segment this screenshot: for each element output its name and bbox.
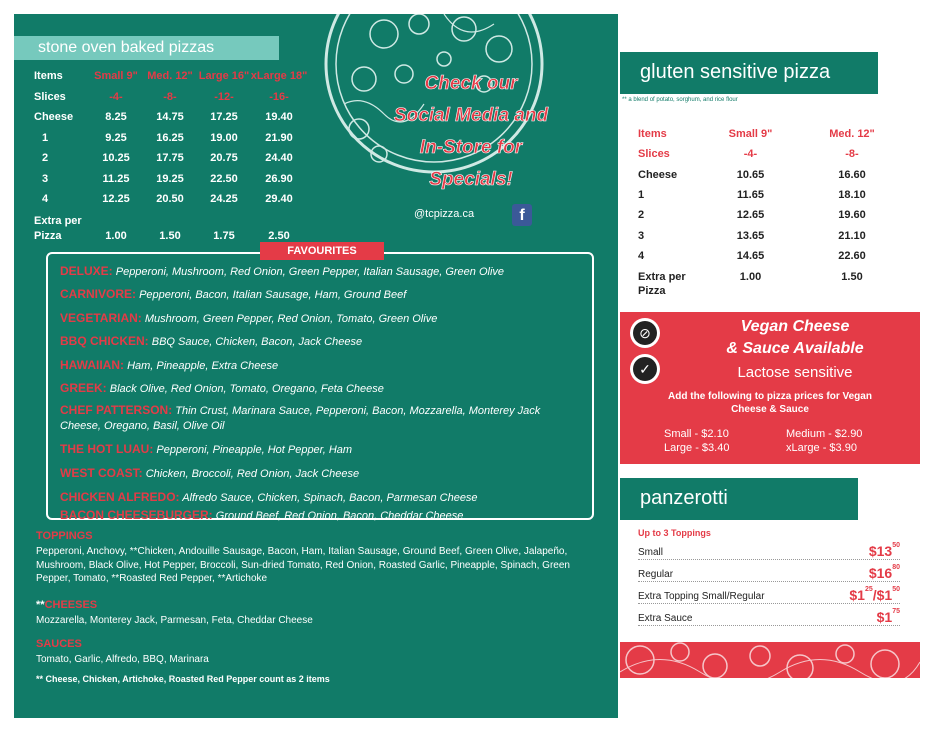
price-cell: 10.65 [736, 168, 765, 181]
pizza-desc: BBQ Sauce, Chicken, Bacon, Jack Cheese [151, 336, 363, 348]
vegan-add-text: Add the following to pizza prices for Vegan Cheese & Sauce [668, 391, 872, 415]
pizza-name: WEST COAST: [60, 466, 143, 480]
vegan-price-small: Small - $2.10 [664, 428, 729, 440]
cheeses-heading-text: CHEESES [44, 599, 98, 611]
item-price [866, 543, 900, 559]
row-label: 4 [638, 249, 645, 262]
price-dollars: $1 [876, 609, 893, 625]
price-cell: 16.25 [156, 131, 184, 144]
footnote: ** Cheese, Chicken, Artichoke, Roasted Red Pepper count as 2 items [36, 674, 330, 684]
pizza-name: VEGETARIAN: [60, 311, 142, 325]
price-cell: 19.40 [265, 111, 293, 124]
lactose-label: Lactose sensitive [737, 364, 853, 381]
extra-row [638, 266, 911, 300]
header-small: Small 9" [94, 70, 138, 83]
list-item [60, 508, 580, 523]
price-cell: 20.75 [210, 152, 238, 165]
slices-medium: -8- [163, 90, 177, 103]
table-header-row [638, 124, 911, 144]
list-item [638, 542, 900, 560]
price-cell: 13.65 [736, 229, 765, 242]
price-cell: 19.00 [210, 131, 238, 144]
price-cell: 26.90 [265, 172, 293, 185]
row-label: 2 [638, 209, 645, 222]
slices-small: -4- [743, 148, 758, 161]
vegan-leaf-icon: ✓ [630, 354, 660, 384]
extra-label: Extra per Pizza [638, 271, 686, 298]
pizza-name: THE HOT LUAU: [60, 442, 154, 456]
promo-line: In-Store for [419, 137, 523, 158]
price-cell: 2.50 [268, 229, 290, 242]
list-item [638, 586, 900, 604]
table-header-row [34, 66, 308, 87]
price-cell: 10.25 [102, 152, 130, 165]
price-cell: 24.25 [210, 193, 238, 206]
specials-promo [376, 68, 566, 196]
list-item [60, 287, 580, 302]
pizza-desc: Thin Crust, Marinara Sauce, Pepperoni, Bacon, Mozzarella, Monterey Jack Cheese, Oregano, Basil, Olive Oil [60, 405, 541, 432]
vegan-heading: Vegan Cheese [740, 318, 850, 335]
item-price [874, 609, 900, 625]
row-label: Cheese [34, 111, 74, 124]
pizza-desc: Pepperoni, Mushroom, Red Onion, Green Pepper, Italian Sausage, Green Olive [115, 266, 505, 278]
list-item [60, 466, 580, 481]
table-row [34, 189, 308, 210]
pizza-name: CARNIVORE: [60, 287, 137, 301]
price-cell: 1.50 [159, 229, 181, 242]
header-xlarge: xLarge 18" [250, 70, 308, 83]
sauces-heading: SAUCES [36, 638, 82, 650]
vegan-price-medium: Medium - $2.90 [786, 428, 863, 440]
price-cell: 29.40 [265, 193, 293, 206]
extra-row [34, 210, 308, 244]
pizza-desc: Ground Beef, Red Onion, Bacon, Cheddar Cheese [215, 510, 464, 522]
price-cents: 50 [892, 542, 900, 549]
header-large: Large 16" [198, 70, 250, 83]
price-cell: 1.00 [105, 229, 127, 242]
promo-line: Specials! [429, 169, 513, 190]
pizza-desc: Ham, Pineapple, Extra Cheese [127, 360, 279, 372]
table-row [34, 148, 308, 169]
slices-medium: -8- [845, 148, 859, 161]
toppings-heading: TOPPINGS [36, 530, 93, 542]
list-item [60, 358, 580, 373]
header-items: Items [638, 128, 667, 141]
item-label: Small [638, 547, 666, 558]
row-label: 3 [638, 229, 645, 242]
pizza-desc: Pepperoni, Bacon, Italian Sausage, Ham, Ground Beef [139, 289, 407, 301]
price-cell: 21.10 [838, 229, 866, 242]
facebook-icon[interactable]: f [512, 204, 532, 226]
favourites-title: FAVOURITES [260, 242, 384, 260]
slices-row [638, 144, 911, 164]
slices-large: -12- [214, 90, 234, 103]
header-small: Small 9" [728, 128, 773, 141]
price-cents: 75 [892, 608, 900, 615]
pizza-desc: Mushroom, Green Pepper, Red Onion, Tomato, Green Olive [144, 313, 438, 325]
list-item [638, 564, 900, 582]
row-label: Cheese [638, 168, 678, 181]
price-cell: 12.65 [736, 209, 765, 222]
slices-label: Slices [34, 90, 66, 103]
price-cents: 25 [864, 586, 873, 593]
table-row [638, 246, 911, 266]
pizza-desc: Pepperoni, Pineapple, Hot Pepper, Ham [156, 444, 353, 456]
vegan-panel [620, 312, 920, 464]
vegan-price-large: Large - $3.40 [664, 442, 730, 454]
table-row [34, 128, 308, 149]
table-row [638, 185, 911, 205]
list-item [60, 311, 580, 326]
row-label: 3 [42, 172, 49, 185]
promo-line: Social Media and [393, 105, 549, 126]
price-cell: 17.25 [210, 111, 238, 124]
item-label: Extra Topping Small/Regular [638, 591, 768, 602]
toppings-list: Pepperoni, Anchovy, **Chicken, Andouille Sausage, Bacon, Ham, Italian Sausage, Ground Beef, Green Olive, Jalapeño, Mushroom, Black Olive, Hot Pepper, Broccoli, Sun-dried Tomato, Red Onion, Roasted Garlic, Pineapple, Spinach, Green Pepper, Tomato, **Roasted Red Pepper, **Artichoke [36, 546, 570, 584]
stone-oven-price-table [34, 66, 308, 244]
price-cell: 1.50 [841, 271, 863, 284]
pizza-desc: Alfredo Sauce, Chicken, Spinach, Bacon, Parmesan Cheese [182, 492, 478, 504]
promo-line: Check our [424, 73, 518, 94]
extra-label: Extra per Pizza [34, 214, 82, 242]
gluten-price-table [638, 124, 911, 300]
price-cell: 14.75 [156, 111, 184, 124]
gluten-note: ** a blend of potato, sorghum, and rice flour [622, 97, 738, 103]
cheeses-prefix: ** [36, 599, 45, 611]
row-label: 1 [42, 131, 49, 144]
list-item [638, 608, 900, 626]
price-dollars: $16 [868, 565, 893, 581]
price-sep: /$1 [872, 587, 893, 603]
table-row [638, 205, 911, 225]
row-label: 2 [42, 152, 49, 165]
table-row [638, 225, 911, 245]
slices-row [34, 87, 308, 108]
pizza-name: BACON CHEESEBURGER: [60, 508, 213, 522]
price-cell: 20.50 [156, 193, 184, 206]
header-medium: Med. 12" [147, 70, 193, 83]
price-cents: 50 [892, 586, 900, 593]
price-cell: 22.50 [210, 172, 238, 185]
sauces-list: Tomato, Garlic, Alfredo, BBQ, Marinara [36, 654, 209, 665]
pizza-name: CHEF PATTERSON: [60, 403, 173, 417]
row-label: 1 [638, 189, 645, 202]
cheeses-list: Mozzarella, Monterey Jack, Parmesan, Feta, Cheddar Cheese [36, 615, 313, 626]
gluten-title: gluten sensitive pizza [620, 52, 878, 94]
pizza-desc: Chicken, Broccoli, Red Onion, Jack Cheese [145, 468, 360, 480]
table-row [34, 169, 308, 190]
pizza-name: HAWAIIAN: [60, 358, 124, 372]
price-cell: 12.25 [102, 193, 130, 206]
cheeses-heading [36, 599, 97, 611]
slices-xlarge: -16- [269, 90, 289, 103]
price-cell: 14.65 [736, 249, 765, 262]
slices-label: Slices [638, 148, 670, 161]
panzerotti-subtitle: Up to 3 Toppings [638, 528, 711, 538]
item-label: Extra Sauce [638, 613, 695, 624]
item-price [866, 565, 900, 581]
table-row [638, 165, 911, 185]
vegan-price-xlarge: xLarge - $3.90 [786, 442, 857, 454]
price-cell: 16.60 [838, 168, 866, 181]
pizza-name: CHICKEN ALFREDO: [60, 490, 180, 504]
price-cell: 19.25 [156, 172, 184, 185]
price-cell: 1.75 [213, 229, 235, 242]
price-cell: 24.40 [265, 152, 293, 165]
price-cell: 19.60 [838, 209, 866, 222]
no-dairy-icon: ⊘ [630, 318, 660, 348]
price-cell: 1.00 [739, 271, 762, 284]
price-cents: 80 [892, 564, 900, 571]
row-label: 4 [42, 193, 49, 206]
price-cell: 11.65 [737, 189, 764, 202]
table-row [34, 107, 308, 128]
pizza-desc: Black Olive, Red Onion, Tomato, Oregano, Feta Cheese [109, 383, 384, 395]
social-handle[interactable]: @tcpizza.ca [414, 208, 475, 220]
price-cell: 21.90 [265, 131, 293, 144]
vegan-subheading: & Sauce Available [726, 340, 864, 357]
pizza-name: BBQ CHICKEN: [60, 334, 149, 348]
decorative-pattern [620, 642, 920, 678]
header-medium: Med. 12" [829, 128, 875, 141]
list-item [60, 403, 580, 434]
price-cell: 18.10 [838, 189, 866, 202]
price-cell: 11.25 [102, 172, 130, 185]
price-cell: 17.75 [156, 152, 184, 165]
price-cell: 9.25 [105, 131, 127, 144]
list-item [60, 490, 580, 505]
slices-small: -4- [109, 90, 123, 103]
list-item [60, 442, 580, 457]
list-item [60, 264, 580, 279]
panzerotti-title: panzerotti [620, 478, 858, 520]
item-label: Regular [638, 569, 676, 580]
pizza-name: DELUXE: [60, 264, 113, 278]
stone-oven-panel [14, 14, 618, 718]
header-items: Items [34, 70, 63, 83]
stone-oven-title: stone oven baked pizzas [14, 36, 279, 60]
list-item [60, 334, 580, 349]
pizza-name: GREEK: [60, 381, 107, 395]
price-dollars: $1 [849, 587, 865, 603]
price-cell: 8.25 [105, 111, 127, 124]
item-price [846, 587, 900, 603]
price-cell: 22.60 [838, 249, 866, 262]
price-dollars: $13 [868, 543, 893, 559]
list-item [60, 381, 580, 396]
